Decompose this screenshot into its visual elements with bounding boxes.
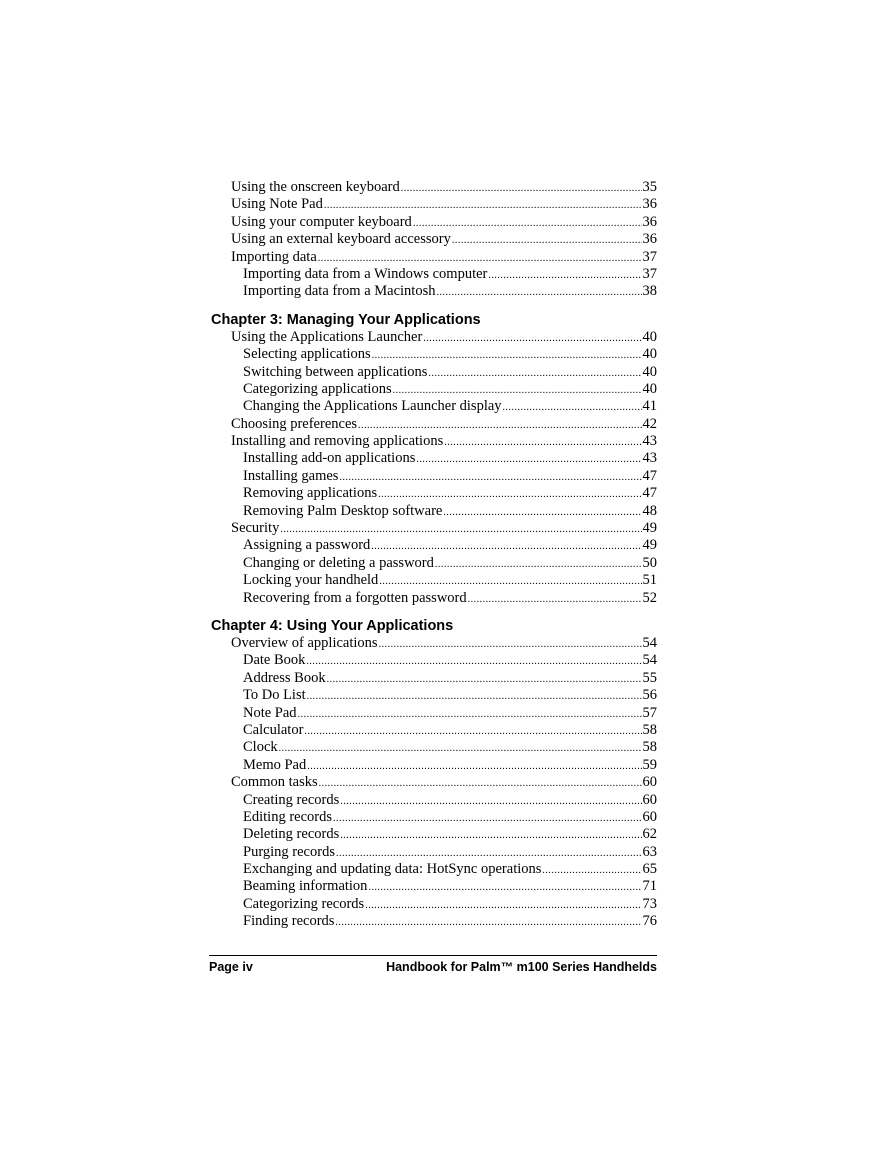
page-footer xyxy=(209,955,657,975)
toc-entry-page-number: 35 xyxy=(642,179,657,195)
toc-entry-page-number: 48 xyxy=(642,502,657,519)
toc-entry-label: Editing records xyxy=(243,808,332,825)
toc-entry-label: Overview of applications xyxy=(231,634,378,651)
dot-leader xyxy=(378,486,641,503)
toc-entry[interactable] xyxy=(211,896,657,913)
toc-entry[interactable] xyxy=(211,214,657,231)
toc-entry-page-number: 60 xyxy=(642,808,657,825)
toc-entry-page-number: 76 xyxy=(642,913,657,930)
toc-entry[interactable] xyxy=(211,826,657,843)
toc-entry[interactable] xyxy=(211,249,657,266)
dot-leader xyxy=(435,556,642,573)
dot-leader xyxy=(542,862,641,879)
toc-entry[interactable] xyxy=(211,179,657,196)
toc-entry-page-number: 54 xyxy=(642,652,657,669)
toc-entry-page-number: 58 xyxy=(642,739,657,756)
toc-entry-page-number: 40 xyxy=(642,380,657,397)
dot-leader xyxy=(436,284,641,301)
toc-entry-page-number: 55 xyxy=(642,669,657,686)
toc-entry-page-number: 58 xyxy=(642,721,657,738)
toc-entry[interactable] xyxy=(211,266,657,283)
toc-entry[interactable] xyxy=(211,283,657,300)
toc-entry-page-number: 49 xyxy=(642,520,657,537)
dot-leader xyxy=(413,215,642,232)
toc-entry-label: Selecting applications xyxy=(243,346,371,363)
toc-entry-page-number: 73 xyxy=(642,895,657,912)
toc-entry-label: Calculator xyxy=(243,721,304,738)
toc-entry-label: Removing Palm Desktop software xyxy=(243,502,443,519)
toc-entry-label: Exchanging and updating data: HotSync operations xyxy=(243,861,542,878)
dot-leader xyxy=(443,504,641,521)
toc-entry-page-number: 40 xyxy=(642,363,657,380)
dot-leader xyxy=(298,706,642,723)
dot-leader xyxy=(333,810,642,827)
toc-entry[interactable] xyxy=(211,652,657,669)
toc-entry[interactable] xyxy=(211,503,657,520)
toc-entry[interactable] xyxy=(211,792,657,809)
toc-entry-page-number: 42 xyxy=(642,415,657,432)
toc-entry[interactable] xyxy=(211,757,657,774)
toc-entry-label: Using the onscreen keyboard xyxy=(231,179,400,195)
dot-leader xyxy=(488,267,641,284)
toc-entry[interactable] xyxy=(211,433,657,450)
toc-entry-label: Categorizing records xyxy=(243,895,365,912)
toc-entry-label: Note Pad xyxy=(243,704,297,721)
toc-entry-label: Categorizing applications xyxy=(243,380,392,397)
toc-section xyxy=(211,179,657,301)
chapter-heading: Chapter 4: Using Your Applications xyxy=(211,617,454,634)
toc-entry-page-number: 43 xyxy=(642,450,657,467)
dot-leader xyxy=(503,399,642,416)
dot-leader xyxy=(379,636,642,653)
dot-leader xyxy=(358,417,641,434)
toc-entry-page-number: 51 xyxy=(642,572,657,589)
dot-leader xyxy=(280,521,641,538)
toc-section xyxy=(211,617,657,931)
toc-entry-label: Importing data xyxy=(231,248,317,265)
toc-entry-page-number: 62 xyxy=(642,826,657,843)
toc-entry-page-number: 40 xyxy=(642,346,657,363)
toc-entry-page-number: 43 xyxy=(642,433,657,450)
toc-entry-page-number: 36 xyxy=(642,231,657,248)
dot-leader xyxy=(428,365,641,382)
toc-entry-label: To Do List xyxy=(243,687,306,704)
dot-leader xyxy=(468,591,642,608)
toc-entry-label: Security xyxy=(231,520,280,537)
dot-leader xyxy=(340,793,641,810)
toc-entry-page-number: 60 xyxy=(642,774,657,791)
toc-entry-page-number: 54 xyxy=(642,634,657,651)
toc-entry-label: Memo Pad xyxy=(243,756,307,773)
toc-entry[interactable] xyxy=(211,398,657,415)
toc-entry[interactable] xyxy=(211,670,657,687)
dot-leader xyxy=(393,382,642,399)
toc-entry-label: Locking your handheld xyxy=(243,572,379,589)
toc-entry-label: Importing data from a Macintosh xyxy=(243,283,436,300)
toc-entry-page-number: 65 xyxy=(642,861,657,878)
toc-entry-page-number: 40 xyxy=(642,328,657,345)
dot-leader xyxy=(324,197,642,214)
dot-leader xyxy=(368,879,641,896)
toc-entry-label: Installing add-on applications xyxy=(243,450,416,467)
toc-entry[interactable] xyxy=(211,231,657,248)
toc-entry-label: Switching between applications xyxy=(243,363,428,380)
toc-entry[interactable] xyxy=(211,844,657,861)
dot-leader xyxy=(319,775,642,792)
dot-leader xyxy=(318,250,642,267)
toc-entry[interactable] xyxy=(211,485,657,502)
toc-entry-label: Creating records xyxy=(243,791,340,808)
toc-entry[interactable] xyxy=(211,329,657,346)
toc-entry-label: Deleting records xyxy=(243,826,340,843)
toc-entry[interactable] xyxy=(211,346,657,363)
toc-entry-label: Installing games xyxy=(243,467,339,484)
dot-leader xyxy=(416,451,641,468)
dot-leader xyxy=(372,347,642,364)
toc-entry-label: Choosing preferences xyxy=(231,415,358,432)
toc-entry-label: Date Book xyxy=(243,652,306,669)
dot-leader xyxy=(279,740,642,757)
toc-entry-page-number: 47 xyxy=(642,467,657,484)
toc-entry[interactable] xyxy=(211,572,657,589)
toc-entry-label: Recovering from a forgotten password xyxy=(243,589,467,606)
toc-entry-page-number: 50 xyxy=(642,554,657,571)
dot-leader xyxy=(339,469,641,486)
toc-entry-page-number: 37 xyxy=(642,265,657,282)
toc-entry-page-number: 52 xyxy=(642,589,657,606)
toc-entry[interactable] xyxy=(211,381,657,398)
dot-leader xyxy=(365,897,641,914)
toc-entry-label: Changing the Applications Launcher display xyxy=(243,398,502,415)
toc-entry-label: Changing or deleting a password xyxy=(243,554,434,571)
toc-entry-label: Installing and removing applications xyxy=(231,433,444,450)
dot-leader xyxy=(444,434,641,451)
toc-entry-page-number: 56 xyxy=(642,687,657,704)
toc-entry[interactable] xyxy=(211,416,657,433)
toc-entry[interactable] xyxy=(211,861,657,878)
toc-entry-label: Removing applications xyxy=(243,485,378,502)
dot-leader xyxy=(401,180,642,197)
dot-leader xyxy=(335,914,641,931)
footer-book-title: Handbook for Palm™ m100 Series Handhelds xyxy=(386,960,657,974)
toc-entry-label: Assigning a password xyxy=(243,537,371,554)
toc-entry-page-number: 63 xyxy=(642,843,657,860)
toc-entry-page-number: 36 xyxy=(642,213,657,230)
toc-entry-page-number: 49 xyxy=(642,537,657,554)
toc-entry-label: Address Book xyxy=(243,669,326,686)
toc-entry[interactable] xyxy=(211,520,657,537)
toc-entry[interactable] xyxy=(211,809,657,826)
dot-leader xyxy=(371,538,641,555)
toc-entry-page-number: 37 xyxy=(642,248,657,265)
toc-entry[interactable] xyxy=(211,555,657,572)
toc-entry[interactable] xyxy=(211,687,657,704)
toc-entry[interactable] xyxy=(211,537,657,554)
toc-entry-label: Finding records xyxy=(243,913,335,930)
toc-entry-label: Using Note Pad xyxy=(231,196,323,213)
toc-entry-page-number: 60 xyxy=(642,791,657,808)
dot-leader xyxy=(306,653,641,670)
toc-entry-page-number: 57 xyxy=(642,704,657,721)
toc-entry[interactable] xyxy=(211,635,657,652)
toc-entry[interactable] xyxy=(211,774,657,791)
dot-leader xyxy=(452,232,642,249)
toc-entry-label: Using your computer keyboard xyxy=(231,213,412,230)
toc-entry-label: Common tasks xyxy=(231,774,318,791)
table-of-contents xyxy=(211,179,657,931)
dot-leader xyxy=(307,758,641,775)
toc-entry[interactable] xyxy=(211,196,657,213)
dot-leader xyxy=(307,688,642,705)
dot-leader xyxy=(423,330,641,347)
toc-entry-page-number: 71 xyxy=(642,878,657,895)
toc-entry-page-number: 41 xyxy=(642,398,657,415)
dot-leader xyxy=(336,845,642,862)
toc-entry-page-number: 59 xyxy=(642,756,657,773)
toc-entry-label: Purging records xyxy=(243,843,335,860)
toc-entry[interactable] xyxy=(211,913,657,930)
chapter-heading: Chapter 3: Managing Your Applications xyxy=(211,311,481,328)
toc-entry[interactable] xyxy=(211,468,657,485)
footer-page-number: Page iv xyxy=(209,960,253,974)
toc-entry[interactable] xyxy=(211,739,657,756)
toc-entry[interactable] xyxy=(211,364,657,381)
toc-entry-label: Beaming information xyxy=(243,878,368,895)
toc-section xyxy=(211,311,657,607)
toc-entry[interactable] xyxy=(211,722,657,739)
dot-leader xyxy=(304,723,641,740)
toc-entry-page-number: 38 xyxy=(642,283,657,300)
toc-entry[interactable] xyxy=(211,705,657,722)
toc-entry-page-number: 47 xyxy=(642,485,657,502)
toc-entry[interactable] xyxy=(211,878,657,895)
toc-entry-label: Using an external keyboard accessory xyxy=(231,231,451,248)
toc-entry[interactable] xyxy=(211,450,657,467)
toc-entry[interactable] xyxy=(211,590,657,607)
toc-entry-page-number: 36 xyxy=(642,196,657,213)
dot-leader xyxy=(340,827,641,844)
dot-leader xyxy=(327,671,642,688)
toc-entry-label: Clock xyxy=(243,739,278,756)
toc-entry-label: Importing data from a Windows computer xyxy=(243,265,488,282)
toc-entry-label: Using the Applications Launcher xyxy=(231,328,423,345)
dot-leader xyxy=(379,573,641,590)
